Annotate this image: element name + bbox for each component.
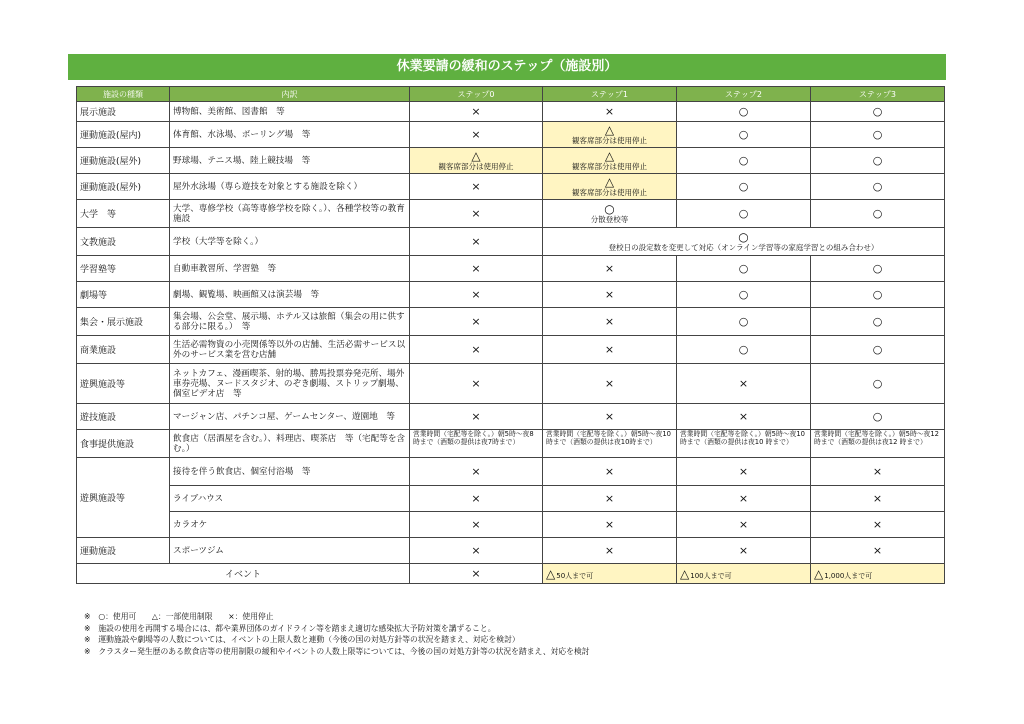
- step-0-status: ×: [410, 122, 543, 148]
- status-symbol: △: [604, 123, 615, 137]
- table-row: [77, 486, 945, 512]
- event-step-2: [677, 564, 811, 584]
- facility-details: 学校（大学等を除く。）: [170, 228, 410, 256]
- page-title: 休業要請の緩和のステップ（施設別）: [68, 54, 946, 80]
- table-row: [77, 336, 945, 364]
- step-1-status: [543, 148, 677, 174]
- status-note: 観客席部分は使用停止: [438, 162, 514, 171]
- step-2-status: ○: [677, 200, 811, 228]
- facility-type: 商業施設: [77, 336, 170, 364]
- step-2-status: ×: [677, 458, 811, 486]
- header-step-1: ステップ1: [543, 87, 677, 102]
- facility-details: 野球場、テニス場、陸上競技場 等: [170, 148, 410, 174]
- step-0-status: ×: [410, 200, 543, 228]
- step-2-status: ×: [677, 404, 811, 430]
- facility-details: 体育館、水泳場、ボーリング場 等: [170, 122, 410, 148]
- step-1-status: ×: [543, 282, 677, 308]
- step-3-status: ×: [811, 458, 945, 486]
- table-row: [77, 148, 945, 174]
- step-1-status: ×: [543, 336, 677, 364]
- status-note: 分散登校等: [590, 215, 629, 224]
- step-3-status: ×: [811, 538, 945, 564]
- status-symbol: ○: [738, 230, 749, 244]
- facility-details: スポーツジム: [170, 538, 410, 564]
- step-2-status: ○: [677, 308, 811, 336]
- step-0-status: ×: [410, 282, 543, 308]
- step-0-status: ×: [410, 404, 543, 430]
- facility-type: 展示施設: [77, 102, 170, 122]
- step-3-status: ○: [811, 364, 945, 404]
- facility-type: 文教施設: [77, 228, 170, 256]
- step-0-hours: 営業時間（宅配等を除く。）朝5時～夜8時まで（酒類の提供は夜7時まで）: [410, 430, 543, 458]
- step-3-status: ○: [811, 256, 945, 282]
- step-1-status: ×: [543, 256, 677, 282]
- table-row: [77, 282, 945, 308]
- table-row: [77, 308, 945, 336]
- status-symbol: △: [604, 175, 615, 189]
- step-0-status: ×: [410, 538, 543, 564]
- facility-details: 劇場、観覧場、映画館又は演芸場 等: [170, 282, 410, 308]
- step-2-status: ○: [677, 256, 811, 282]
- table-row: [77, 430, 945, 458]
- step-3-status: ○: [811, 148, 945, 174]
- footnote: ※ 施設の使用を再開する場合には、都や業界団体のガイドライン等を踏まえ適切な感染拡大予防対策を講ずること。: [84, 623, 496, 633]
- table-row: [77, 200, 945, 228]
- facility-type: 遊興施設等: [77, 364, 170, 404]
- facility-type: 運動施設: [77, 538, 170, 564]
- event-limit: 100人まで可: [690, 571, 732, 580]
- step-3-status: ○: [811, 200, 945, 228]
- facility-details: 生活必需物資の小売関係等以外の店舗、生活必需サービス以外のサービス業を営む店舗: [170, 336, 410, 364]
- status-symbol: △: [604, 149, 615, 163]
- footnote: ※ ○：使用可 △：一部使用制限 ×：使用停止: [84, 612, 274, 621]
- step-2-status: ○: [677, 122, 811, 148]
- facility-details: 屋外水泳場（専ら遊技を対象とする施設を除く）: [170, 174, 410, 200]
- facility-details: カラオケ: [170, 512, 410, 538]
- step-0-status: ×: [410, 256, 543, 282]
- facility-details: 接待を伴う飲食店、個室付浴場 等: [170, 458, 410, 486]
- facility-type: 運動施設(屋外): [77, 148, 170, 174]
- step-2-status: ×: [677, 538, 811, 564]
- status-symbol: △: [814, 566, 824, 581]
- step-2-status: ×: [677, 486, 811, 512]
- step-3-status: ○: [811, 282, 945, 308]
- table-row: [77, 512, 945, 538]
- event-limit: 50人まで可: [556, 571, 594, 580]
- step-0-status: ×: [410, 458, 543, 486]
- step-1-status: ×: [543, 364, 677, 404]
- step-3-status: ○: [811, 102, 945, 122]
- facility-steps-table: [76, 86, 945, 584]
- status-symbol: ○: [604, 202, 615, 216]
- step-0-status: ×: [410, 512, 543, 538]
- facility-type: 遊技施設: [77, 404, 170, 430]
- header-details: 内訳: [170, 87, 410, 102]
- status-note: 観客席部分は使用停止: [572, 136, 647, 145]
- step-0-status: ×: [410, 336, 543, 364]
- facility-details: 飲食店（居酒屋を含む。）、料理店、喫茶店 等（宅配等を含む。）: [170, 430, 410, 458]
- facility-details: ライブハウス: [170, 486, 410, 512]
- header-facility-type: 施設の種類: [77, 87, 170, 102]
- facility-details: マージャン店、パチンコ屋、ゲームセンター、遊園地 等: [170, 404, 410, 430]
- step-2-status: ×: [677, 364, 811, 404]
- step-2-status: ○: [677, 174, 811, 200]
- step-2-status: ○: [677, 282, 811, 308]
- step-2-status: ○: [677, 102, 811, 122]
- status-note: 観客席部分は使用停止: [572, 188, 647, 197]
- step-1-status: ×: [543, 486, 677, 512]
- step-1-status: ×: [543, 308, 677, 336]
- facility-type: 運動施設(屋内): [77, 122, 170, 148]
- status-symbol: △: [680, 566, 690, 581]
- facility-details: 自動車教習所、学習塾 等: [170, 256, 410, 282]
- status-note: 観客席部分は使用停止: [572, 162, 647, 171]
- table-row: [77, 404, 945, 430]
- status-note: 登校日の設定数を変更して対応（オンライン学習等の家庭学習との組み合わせ）: [608, 243, 879, 252]
- step-3-status: ○: [811, 174, 945, 200]
- step-1-status: [543, 122, 677, 148]
- step-1-status: ×: [543, 404, 677, 430]
- step-0-status: ×: [410, 174, 543, 200]
- event-step-0: ×: [410, 564, 543, 584]
- facility-type: 遊興施設等: [77, 458, 170, 538]
- step-3-hours: 営業時間（宅配等を除く。）朝5時～夜12時まで（酒類の提供は夜12 時まで）: [811, 430, 945, 458]
- facility-type: 運動施設(屋外): [77, 174, 170, 200]
- step-0-status: ×: [410, 364, 543, 404]
- facility-type: 大学 等: [77, 200, 170, 228]
- step-3-status: ○: [811, 122, 945, 148]
- step-3-status: ×: [811, 512, 945, 538]
- footnotes: [84, 611, 590, 657]
- footnote: ※ クラスター発生歴のある飲食店等の使用制限の緩和やイベントの人数上限等については、今後の国の対処方針等の状況を踏まえ、対応を検討: [84, 646, 590, 656]
- event-step-3: [811, 564, 945, 584]
- table-row: [77, 458, 945, 486]
- event-label: イベント: [77, 564, 410, 584]
- step-1-status: ×: [543, 512, 677, 538]
- facility-type: 集会・展示施設: [77, 308, 170, 336]
- table-row: [77, 228, 945, 256]
- status-symbol: △: [471, 149, 481, 163]
- step-2-hours: 営業時間（宅配等を除く。）朝5時～夜10時まで（酒類の提供は夜10 時まで）: [677, 430, 811, 458]
- facility-type: 劇場等: [77, 282, 170, 308]
- table-row: [77, 364, 945, 404]
- header-step-0: ステップ0: [410, 87, 543, 102]
- footnote: ※ 運動施設や劇場等の人数については、イベントの上限人数と連動（今後の国の対処方針等の状況を踏まえ、対応を検討）: [84, 635, 520, 644]
- table-row: [77, 256, 945, 282]
- status-symbol: △: [546, 566, 556, 581]
- step-1-3-merged-status: [543, 228, 945, 256]
- facility-details: 博物館、美術館、図書館 等: [170, 102, 410, 122]
- step-2-status: ×: [677, 512, 811, 538]
- step-3-status: ○: [811, 404, 945, 430]
- step-2-status: ○: [677, 336, 811, 364]
- step-0-status: ×: [410, 308, 543, 336]
- step-1-status: [543, 200, 677, 228]
- header-step-2: ステップ2: [677, 87, 811, 102]
- step-1-status: ×: [543, 102, 677, 122]
- facility-details: 集会場、公会堂、展示場、ホテル又は旅館（集会の用に供する部分に限る。） 等: [170, 308, 410, 336]
- event-limit: 1,000人まで可: [824, 571, 873, 580]
- step-1-status: ×: [543, 538, 677, 564]
- facility-details: ネットカフェ、漫画喫茶、射的場、勝馬投票券発売所、場外車券売場、ヌードスタジオ、のぞき劇場、ストリップ劇場、個室ビデオ店 等: [170, 364, 410, 404]
- facility-details: 大学、専修学校（高等専修学校を除く。）、各種学校等の教育施設: [170, 200, 410, 228]
- table-header-row: [77, 87, 945, 102]
- step-2-status: ○: [677, 148, 811, 174]
- step-3-status: ○: [811, 308, 945, 336]
- step-3-status: ×: [811, 486, 945, 512]
- step-1-hours: 営業時間（宅配等を除く。）朝5時～夜10時まで（酒類の提供は夜10時まで）: [543, 430, 677, 458]
- facility-type: 食事提供施設: [77, 430, 170, 458]
- step-0-status: ×: [410, 486, 543, 512]
- step-1-status: ×: [543, 458, 677, 486]
- step-3-status: ○: [811, 336, 945, 364]
- event-row: [77, 564, 945, 584]
- event-step-1: [543, 564, 677, 584]
- step-0-status: [410, 148, 543, 174]
- table-row: [77, 538, 945, 564]
- table-row: [77, 102, 945, 122]
- facility-type: 学習塾等: [77, 256, 170, 282]
- step-1-status: [543, 174, 677, 200]
- table-row: [77, 174, 945, 200]
- step-0-status: ×: [410, 102, 543, 122]
- table-row: [77, 122, 945, 148]
- header-step-3: ステップ3: [811, 87, 945, 102]
- step-0-status: ×: [410, 228, 543, 256]
